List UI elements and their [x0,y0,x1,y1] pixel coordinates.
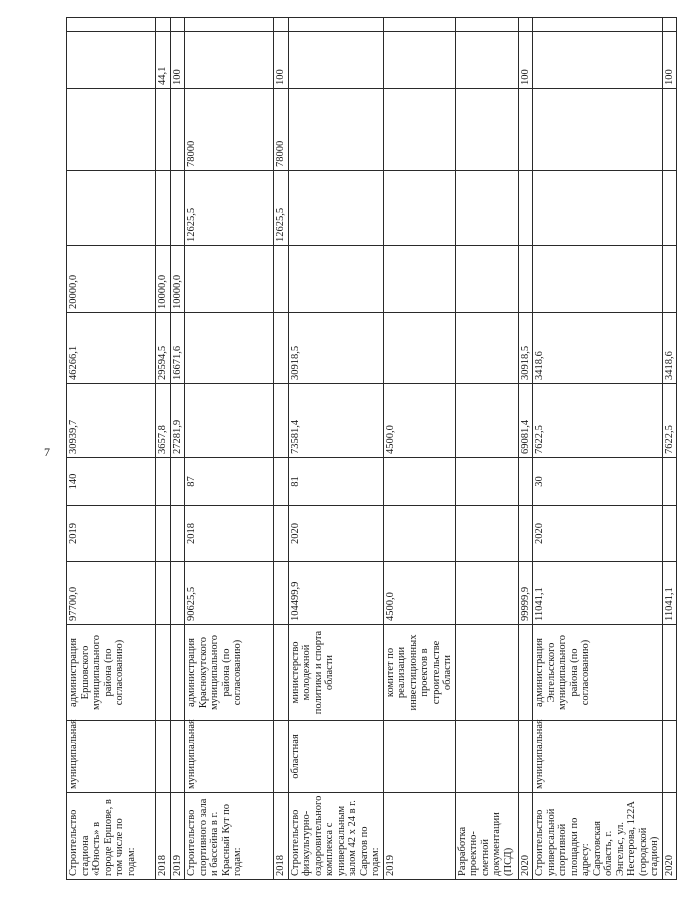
table-cell-capacity [662,458,677,506]
table-cell-name: Разработка проектно-сметной документации (ПСД) [455,793,518,880]
table-cell-c10 [288,171,383,246]
table-row [533,18,663,880]
table-cell-capacity: 140 [67,458,156,506]
table-cell-c9 [518,246,533,313]
table-cell-name: Строительство стадиона «Юность» в городе Ершове, в том числе по годам: [67,793,156,880]
page-number: 7 [44,445,50,459]
table-cell-c11 [156,89,171,171]
table-cell-level [455,721,518,793]
table-cell-name: Строительство физкультурно-оздоровительного комплекса с универсальным залом 42 x 24 в г. Саратов по годам: [288,793,383,880]
table-cell-c9 [288,246,383,313]
table-cell-year [662,506,677,562]
table-cell-name: 2019 [383,793,455,880]
table-cell-c7 [274,384,289,458]
table-cell-cost [170,562,185,625]
table-cell-c12: 100 [518,32,533,89]
table-cell-name: 2020 [518,793,533,880]
table-cell-capacity [455,458,518,506]
table-cell-c8: 16671,6 [170,313,185,384]
table-cell-level [274,721,289,793]
table-cell-cost: 97700,0 [67,562,156,625]
table-cell-c8: 3418,6 [533,313,663,384]
table-cell-c7: 30939,7 [67,384,156,458]
table-cell-c10 [662,171,677,246]
table-cell-capacity: 87 [185,458,274,506]
table-cell-c12: 100 [170,32,185,89]
table-cell-c13 [288,18,383,32]
table-cell-c9 [662,246,677,313]
table-cell-capacity [156,458,171,506]
table-cell-year: 2018 [185,506,274,562]
table-cell-c13 [67,18,156,32]
table-cell-name: 2020 [662,793,677,880]
table-cell-executor [455,625,518,721]
table-row [518,18,533,880]
table-cell-executor: министерство молодежной политики и спорта области [288,625,383,721]
table-row [662,18,677,880]
rotated-table-container [66,18,675,880]
table-cell-c12: 100 [274,32,289,89]
table-cell-cost: 90625,5 [185,562,274,625]
table-cell-c9 [185,246,274,313]
table-cell-c13 [455,18,518,32]
table-cell-year: 2020 [288,506,383,562]
table-cell-level: муниципальная [185,721,274,793]
table-cell-c8 [274,313,289,384]
table-cell-name: Строительство спортивного зала и бассейна в г. Красный Кут по годам: [185,793,274,880]
table-row [170,18,185,880]
table-cell-year [455,506,518,562]
table-cell-c10 [67,171,156,246]
table-cell-c11 [455,89,518,171]
table-cell-level [662,721,677,793]
table-cell-c7: 27281,9 [170,384,185,458]
table-cell-level: муниципальная [533,721,663,793]
table-row [383,18,455,880]
table-cell-c13 [274,18,289,32]
table-cell-capacity [518,458,533,506]
table-cell-c9: 10000,0 [170,246,185,313]
table-cell-level: муниципальная [67,721,156,793]
table-row [67,18,156,880]
table-cell-c10 [518,171,533,246]
table-cell-c8: 46266,1 [67,313,156,384]
table-row [274,18,289,880]
table-cell-c8: 30918,5 [518,313,533,384]
table-cell-c10 [156,171,171,246]
table-cell-name: 2019 [170,793,185,880]
table-row [455,18,518,880]
table-cell-cost [455,562,518,625]
table-cell-c10 [455,171,518,246]
table-cell-c10 [170,171,185,246]
table-cell-cost [156,562,171,625]
table-cell-level: областная [288,721,383,793]
table-row [288,18,383,880]
table-cell-c11 [533,89,663,171]
table-cell-c9 [274,246,289,313]
table-cell-c7: 73581,4 [288,384,383,458]
table-body [67,18,677,880]
table-cell-c13 [383,18,455,32]
table-cell-c9 [455,246,518,313]
table-cell-c10 [383,171,455,246]
table-row [156,18,171,880]
table-cell-executor [662,625,677,721]
table-cell-c7 [455,384,518,458]
table-cell-executor [274,625,289,721]
table-cell-c10: 12625,5 [185,171,274,246]
table-cell-year: 2020 [533,506,663,562]
table-cell-year [170,506,185,562]
table-cell-executor [170,625,185,721]
table-cell-year [383,506,455,562]
table-cell-c11 [518,89,533,171]
table-cell-c13 [156,18,171,32]
table-cell-cost: 4500,0 [383,562,455,625]
table-cell-c7: 3657,8 [156,384,171,458]
table-cell-c11: 78000 [274,89,289,171]
table-cell-c7: 7622,5 [533,384,663,458]
table-cell-c12 [383,32,455,89]
table-cell-name: 2018 [156,793,171,880]
table-cell-c10: 12625,5 [274,171,289,246]
table-cell-executor: администрация Краснокутского муниципального района (по согласованию) [185,625,274,721]
table-cell-executor [518,625,533,721]
table-cell-name: 2018 [274,793,289,880]
table-cell-c7 [185,384,274,458]
table-cell-capacity: 30 [533,458,663,506]
table-cell-year: 2019 [67,506,156,562]
table-cell-capacity [274,458,289,506]
table-cell-cost: 11041,1 [533,562,663,625]
table-cell-cost: 104499,9 [288,562,383,625]
table-cell-c11 [662,89,677,171]
table-cell-c12 [533,32,663,89]
table-cell-c12: 44,1 [156,32,171,89]
table-cell-cost: 11041,1 [662,562,677,625]
table-cell-capacity: 81 [288,458,383,506]
table-cell-c13 [662,18,677,32]
table-cell-level [518,721,533,793]
table-cell-c9 [533,246,663,313]
table-cell-c13 [533,18,663,32]
table-cell-c9 [383,246,455,313]
table-cell-c11 [170,89,185,171]
table-row [185,18,274,880]
table-cell-c13 [185,18,274,32]
table-cell-c7: 69081,4 [518,384,533,458]
table-cell-c12 [67,32,156,89]
table-cell-name: Строительство универсальной спортивной площадки по адресу: Саратовская область, г. Энгельс, ул. Нестерова, 122А (городской стадион) [533,793,663,880]
table-cell-c8: 30918,5 [288,313,383,384]
table-cell-c8 [455,313,518,384]
table-cell-c9: 20000,0 [67,246,156,313]
table-cell-capacity [383,458,455,506]
table-cell-year [518,506,533,562]
table-cell-c9: 10000,0 [156,246,171,313]
table-cell-level [383,721,455,793]
program-table [66,17,677,880]
table-cell-c8 [185,313,274,384]
table-cell-executor [156,625,171,721]
table-cell-year [156,506,171,562]
table-cell-executor: администрация Ершовского муниципального района (по согласованию) [67,625,156,721]
table-cell-level [170,721,185,793]
table-cell-year [274,506,289,562]
table-cell-cost: 99999,9 [518,562,533,625]
table-cell-level [156,721,171,793]
table-cell-c12 [288,32,383,89]
table-cell-c12 [185,32,274,89]
table-cell-capacity [170,458,185,506]
table-cell-c8 [383,313,455,384]
table-cell-c13 [518,18,533,32]
table-cell-c11 [383,89,455,171]
table-cell-c7: 4500,0 [383,384,455,458]
table-cell-c8: 29594,5 [156,313,171,384]
table-cell-executor: администрация Энгельсского муниципального района (по согласованию) [533,625,663,721]
table-cell-c11 [288,89,383,171]
table-cell-c11 [67,89,156,171]
table-cell-c13 [170,18,185,32]
table-cell-executor: комитет по реализации инвестиционных проектов в строительстве области [383,625,455,721]
table-cell-c10 [533,171,663,246]
table-cell-c7: 7622,5 [662,384,677,458]
table-cell-c8: 3418,6 [662,313,677,384]
table-cell-c11: 78000 [185,89,274,171]
table-cell-c12: 100 [662,32,677,89]
table-cell-c12 [455,32,518,89]
table-cell-cost [274,562,289,625]
